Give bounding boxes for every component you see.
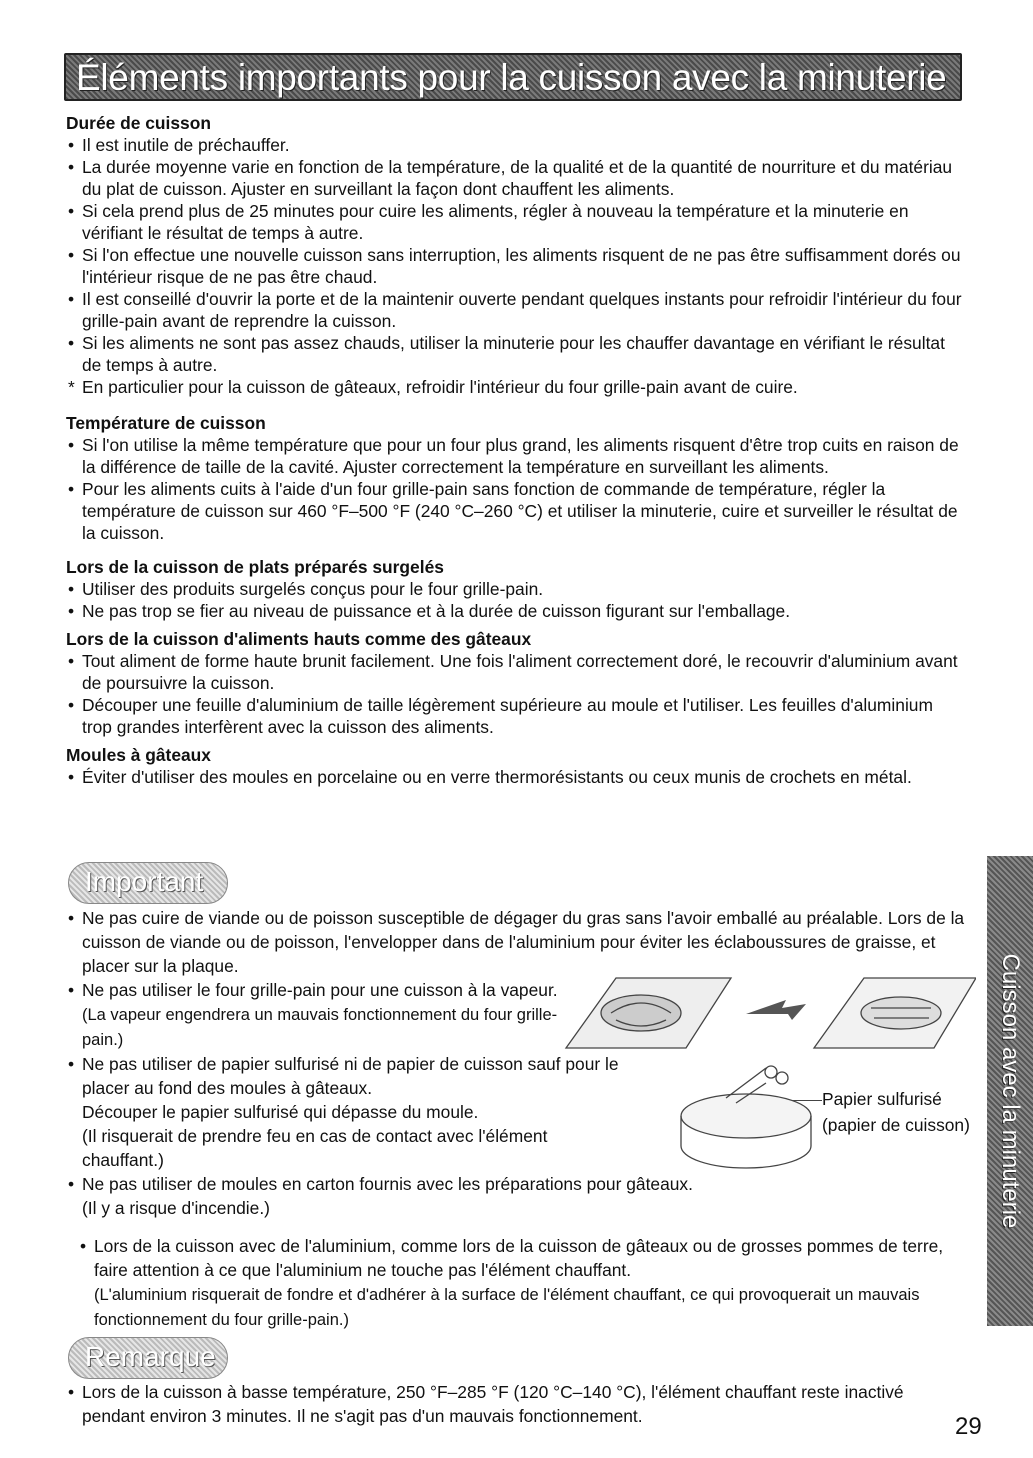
list-item [66, 978, 572, 1052]
list-item: • Éviter d'utiliser des moules en porcelaine ou en verre thermorésistants ou ceux munis de crochets en métal. [66, 766, 966, 788]
list-item: • Il est conseillé d'ouvrir la porte et de la maintenir ouverte pendant quelques instants pour refroidir l'intérieur du four grille-pain avant de reprendre la cuisson. [66, 288, 966, 332]
parchment-caption-sub: (papier de cuisson) [822, 1115, 970, 1135]
note-item: * En particulier pour la cuisson de gâteaux, refroidir l'intérieur du four grille-pain avant de cuire. [66, 376, 966, 398]
list-item-text: Ne pas utiliser de papier sulfurisé ni de papier de cuisson sauf pour le placer au fond des moules à gâteaux. [82, 1054, 619, 1098]
foil-wrapping-illustration [556, 968, 976, 1064]
list-item [66, 1052, 622, 1172]
important-label-text: Important [85, 866, 204, 897]
list-item-note: (La vapeur engendrera un mauvais fonctionnement du four grille-pain.) [82, 1006, 558, 1049]
heading-temperature: Température de cuisson [66, 413, 266, 433]
section-title-bar [64, 53, 962, 101]
side-tab-label: Cuisson avec la minuterie [997, 953, 1024, 1229]
section-duree [66, 112, 966, 398]
section-surgeles [66, 556, 966, 622]
list-item-note: (L'aluminium risquerait de fondre et d'adhérer à la surface de l'élément chauffant, ce qui provoquerait un mauvais fonctionnement du four grille-pain.) [94, 1286, 920, 1329]
list-item-text: Lors de la cuisson avec de l'aluminium, comme lors de la cuisson de gâteaux ou de grosses pommes de terre, faire attention à ce que l'aluminium ne touche pas l'élément chauffant. [94, 1236, 944, 1280]
list-item: • Il est inutile de préchauffer. [66, 134, 966, 156]
side-tab [987, 856, 1033, 1326]
list-item: • Ne pas cuire de viande ou de poisson susceptible de dégager du gras sans l'avoir emballé au préalable. Lors de la cuisson de viande ou de poisson, l'envelopper dans de l'aluminium pour éviter les éclaboussures de graisse, et placer sur la plaque. [66, 906, 966, 978]
main-content [66, 112, 966, 800]
remarque-block [66, 1380, 946, 1428]
list-item-text: Découper le papier sulfurisé qui dépasse du moule. [82, 1102, 479, 1122]
heading-moules: Moules à gâteaux [66, 745, 211, 765]
list-item: • Pour les aliments cuits à l'aide d'un four grille-pain sans fonction de commande de température, régler la température de cuisson sur 460 °F–500 °F (240 °C–260 °C) et utiliser la minuterie, cuire et surveiller le résultat de la cuisson. [66, 478, 966, 544]
list-item: • Lors de la cuisson à basse température, 250 °F–285 °F (120 °C–140 °C), l'élément chauffant reste inactivé pendant environ 3 minutes. Il ne s'agit pas d'un mauvais fonctionnement. [66, 1380, 946, 1428]
list-item: • Utiliser des produits surgelés conçus pour le four grille-pain. [66, 578, 966, 600]
list-item-note: (Il risquerait de prendre feu en cas de contact avec l'élément chauffant.) [82, 1126, 548, 1170]
list-item-note: (Il y a risque d'incendie.) [82, 1198, 270, 1218]
list-item-text: Ne pas utiliser de moules en carton fournis avec les préparations pour gâteaux. [82, 1174, 693, 1194]
page-number: 29 [955, 1413, 982, 1440]
list-item: • Tout aliment de forme haute brunit facilement. Une fois l'aliment correctement doré, le recouvrir d'aluminium avant de poursuivre la cuisson. [66, 650, 966, 694]
cake-pan-illustration [676, 1058, 826, 1178]
section-hauts [66, 628, 966, 738]
list-item: • Si cela prend plus de 25 minutes pour cuire les aliments, régler à nouveau la température et la minuterie en vérifiant le résultat de temps à autre. [66, 200, 966, 244]
list-item [78, 1234, 974, 1332]
remarque-label-text: Remarque [85, 1341, 216, 1372]
remarque-label [68, 1337, 228, 1379]
heading-hauts: Lors de la cuisson d'aliments hauts comme des gâteaux [66, 629, 532, 649]
list-item: • Si l'on utilise la même température que pour un four plus grand, les aliments risquent d'être trop cuits en raison de la différence de taille de la cavité. Ajuster correctement la température en surveillant les aliments. [66, 434, 966, 478]
list-item: • Si les aliments ne sont pas assez chauds, utiliser la minuterie pour les chauffer davantage en vérifiant le résultat de temps à autre. [66, 332, 966, 376]
section-temperature [66, 412, 966, 544]
caption-pointer-line [792, 1100, 822, 1101]
list-item: • Ne pas trop se fier au niveau de puissance et à la durée de cuisson figurant sur l'emballage. [66, 600, 966, 622]
list-item-text: Ne pas utiliser le four grille-pain pour une cuisson à la vapeur. [82, 980, 558, 1000]
section-moules [66, 744, 966, 788]
important-label [68, 862, 228, 904]
list-item: • La durée moyenne varie en fonction de la température, de la qualité et de la quantité de nourriture et du matériau du plat de cuisson. Ajuster en surveillant la façon dont chauffent les aliments. [66, 156, 966, 200]
list-item: • Découper une feuille d'aluminium de taille légèrement supérieure au moule et l'utiliser. Les feuilles d'aluminium trop grandes interfèrent avec la cuisson des aliments. [66, 694, 966, 738]
heading-surgeles: Lors de la cuisson de plats préparés surgelés [66, 557, 444, 577]
list-item [66, 1172, 966, 1220]
heading-duree: Durée de cuisson [66, 113, 211, 133]
parchment-caption: Papier sulfurisé [822, 1089, 942, 1109]
list-item: • Si l'on effectue une nouvelle cuisson sans interruption, les aliments risquent de ne pas être suffisamment dorés ou l'intérieur risque de ne pas être chaud. [66, 244, 966, 288]
section-title: Éléments importants pour la cuisson avec la minuterie [76, 57, 947, 98]
